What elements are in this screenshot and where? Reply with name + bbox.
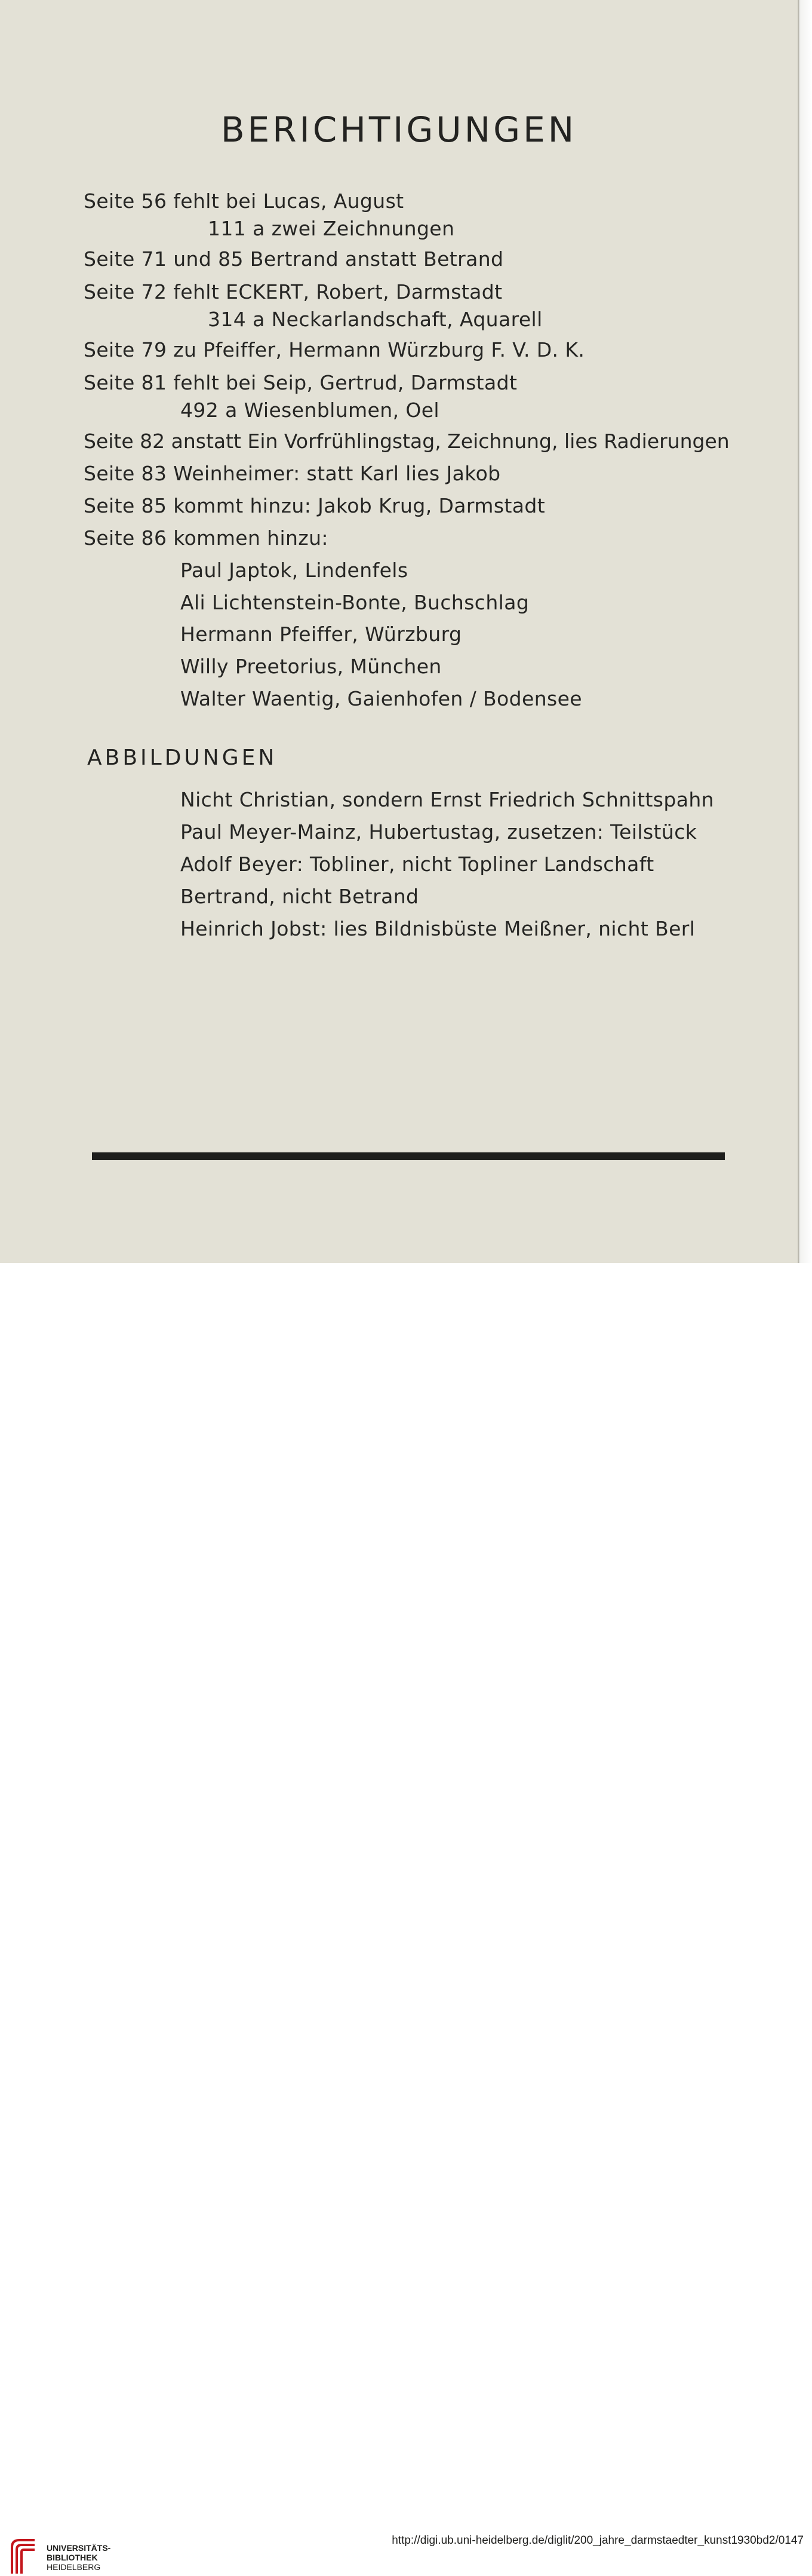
figure-correction-line: Bertrand, nicht Betrand <box>180 885 419 908</box>
added-artist: Ali Lichtenstein-Bonte, Buchschlag <box>180 591 530 614</box>
added-artist: Willy Preetorius, München <box>180 655 442 678</box>
added-artist: Hermann Pfeiffer, Würzburg <box>180 622 462 646</box>
source-url[interactable]: http://digi.ub.uni-heidelberg.de/diglit/200_jahre_darmstaedter_kunst1930bd2/0147 <box>392 2534 804 2547</box>
correction-line: Seite 79 zu Pfeiffer, Hermann Würzburg F. V. D. K. <box>84 338 585 361</box>
scanned-page <box>0 0 799 1263</box>
library-logo-text <box>47 2543 110 2572</box>
figure-correction-line: Heinrich Jobst: lies Bildnisbüste Meißner, nicht Berl <box>180 917 696 940</box>
added-artist: Paul Japtok, Lindenfels <box>180 559 408 582</box>
correction-line: Seite 83 Weinheimer: statt Karl lies Jakob <box>84 462 501 485</box>
logo-line: HEIDELBERG <box>47 2562 101 2572</box>
logo-line: BIBLIOTHEK <box>47 2553 98 2562</box>
library-logo-icon <box>8 2534 38 2576</box>
correction-line: 111 a zwei Zeichnungen <box>208 217 455 240</box>
horizontal-rule <box>92 1152 725 1160</box>
figure-correction-line: Nicht Christian, sondern Ernst Friedrich Schnittspahn <box>180 788 714 811</box>
added-artist: Walter Waentig, Gaienhofen / Bodensee <box>180 687 583 710</box>
correction-line: 314 a Neckarlandschaft, Aquarell <box>208 308 543 331</box>
correction-line: Seite 85 kommt hinzu: Jakob Krug, Darmstadt <box>84 494 546 517</box>
section-heading-abbildungen: ABBILDUNGEN <box>87 746 278 770</box>
correction-line: Seite 81 fehlt bei Seip, Gertrud, Darmstadt <box>84 371 518 394</box>
correction-line: Seite 82 anstatt Ein Vorfrühlingstag, Zeichnung, lies Radierungen <box>84 430 730 453</box>
page-title: BERICHTIGUNGEN <box>220 109 577 150</box>
page-edge <box>800 0 812 1263</box>
correction-line: Seite 56 fehlt bei Lucas, August <box>84 189 404 213</box>
correction-line: Seite 86 kommen hinzu: <box>84 526 328 550</box>
logo-line: UNIVERSITÄTS- <box>47 2543 111 2553</box>
correction-line: 492 a Wiesenblumen, Oel <box>180 398 439 422</box>
correction-line: Seite 72 fehlt ECKERT, Robert, Darmstadt <box>84 280 503 303</box>
figure-correction-line: Paul Meyer-Mainz, Hubertustag, zusetzen: Teilstück <box>180 820 697 844</box>
figure-correction-line: Adolf Beyer: Tobliner, nicht Topliner Landschaft <box>180 852 654 876</box>
correction-line: Seite 71 und 85 Bertrand anstatt Betrand <box>84 247 504 271</box>
footer-bar <box>0 1263 812 2572</box>
